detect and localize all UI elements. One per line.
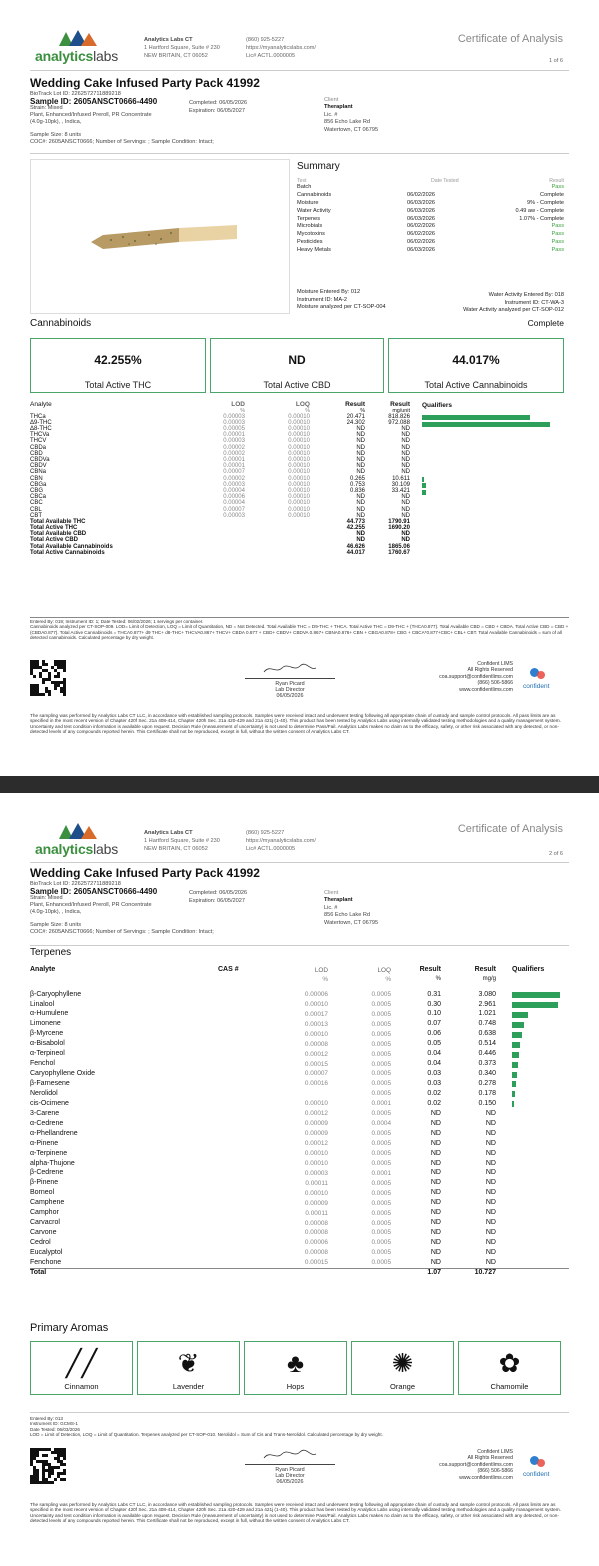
aroma-card: ✿ Chamomile bbox=[458, 1341, 561, 1395]
signature-scribble bbox=[260, 1448, 320, 1462]
table-row: Carvacrol 0.00008 0.0005 ND ND bbox=[30, 1219, 496, 1227]
table-row: Borneol 0.00010 0.0005 ND ND bbox=[30, 1189, 496, 1197]
summary-panel bbox=[297, 161, 564, 254]
terpene-table bbox=[30, 966, 569, 1278]
result-bar bbox=[512, 1072, 517, 1078]
table-row: alpha-Thujone 0.00010 0.0005 ND ND bbox=[30, 1159, 496, 1167]
summary-row: Cannabinoids 06/02/2026 Complete bbox=[297, 192, 564, 199]
table-row: THCV 0.00003 0.00010 ND ND bbox=[30, 438, 410, 445]
lab-contact-2: (860) 925-5227 https://myanalyticslabs.com/ Lic# ACTL.0000005 bbox=[246, 830, 316, 852]
result-bar bbox=[512, 1002, 558, 1008]
moisture-info: Moisture Entered By: 012 Instrument ID: MA-2 Moisture analyzed per CT-SOP-004 bbox=[297, 289, 386, 311]
product-meta-2: BioTrack Lot ID: 2262572711889218 Sample ID: 2605ANSCT0666-4490 Strain: Mixed Plant, Enhanced/Infused Preroll, PR Concentrate (4.0g-10pk), , Indica, Sample Size: 8 units COC#: 2605ANSCT0666; Number of Servings: ; Sample Condition: Intact; bbox=[30, 881, 214, 935]
result-bar bbox=[512, 1012, 528, 1018]
client-info: Client Theraplant Lic. # 856 Echo Lake Rd Watertown, CT 06795 bbox=[324, 97, 379, 133]
summary-row: Moisture 06/03/2026 9% - Complete bbox=[297, 200, 564, 206]
lab-address-2: Analytics Labs CT 1 Hartford Square, Suite # 230 NEW BRITAIN, CT 06052 bbox=[144, 830, 220, 852]
doc-title-2: Certificate of Analysis bbox=[457, 823, 563, 835]
product-title: Wedding Cake Infused Party Pack 41992 bbox=[30, 76, 260, 90]
summary-rows bbox=[297, 184, 564, 254]
total-row: Total Available CBD ND ND bbox=[30, 531, 410, 538]
result-bar bbox=[512, 1062, 518, 1068]
product-title-2: Wedding Cake Infused Party Pack 41992 bbox=[30, 866, 260, 880]
cannabinoid-notes: Entered By: 019; Instrument ID: 1; Date Tested: 06/02/2026; 1 servings per container. Cannabinoids analyzed per CT-SOP-009. LOD= Limit of Detection, LOQ = Limit of Quantitation, ND = Not Detected. Total Available THC = D9-THC + THCA. Total Active THC = D9-THC + (THCA0.877). Total Available CBD = CBD + CBDA. Total Active CBD = CBD +(CBDA0.877). Total Active Cannabinoids = THCA0.877+ d9 THC+ d8-THC+ THCVA0.867+ THCV+ CBDA 0.877 + CBD+ CBDV+ CBDVA 0.867+ CBNA0.876+ CBN + CBGA0.878+ CBG + CBCA*0.877+CBC+ CBL+ CBT. Total Available Cannabinoids = sum of all detected cannabinoids. Calculated percentage by dry weight. bbox=[30, 619, 569, 641]
result-bar bbox=[512, 1022, 524, 1028]
table-row: Caryophyllene Oxide 0.00007 0.0005 0.03 0.340 bbox=[30, 1070, 569, 1080]
water-activity-info: Water Activity Entered By: 018 Instrument ID: CT-WA-3 Water Activity analyzed per CT-SOP-012 bbox=[463, 292, 564, 314]
result-bar bbox=[512, 1091, 515, 1097]
coa-page-1 bbox=[0, 0, 599, 776]
logo-mountains-icon bbox=[57, 28, 101, 48]
table-row: 3-Carene 0.00012 0.0005 ND ND bbox=[30, 1109, 496, 1118]
cannabinoid-table bbox=[30, 402, 569, 557]
product-image bbox=[30, 159, 290, 314]
lab-address: Analytics Labs CT 1 Hartford Square, Suite # 230 NEW BRITAIN, CT 06052 bbox=[144, 37, 220, 59]
summary-row: Batch Pass bbox=[297, 184, 564, 191]
table-row: Camphene 0.00009 0.0005 ND ND bbox=[30, 1199, 496, 1207]
doc-title: Certificate of Analysis bbox=[457, 33, 563, 45]
table-units: % % % mg/unit bbox=[240, 407, 410, 414]
result-bar bbox=[512, 1101, 514, 1107]
total-thc-box: 42.255% Total Active THC bbox=[30, 338, 206, 393]
total-row: Total Active CBD ND ND bbox=[30, 537, 410, 544]
table-row: Nerolidol 0.0005 0.02 0.178 bbox=[30, 1089, 569, 1099]
table-row: β-Farnesene 0.00016 0.0005 0.03 0.278 bbox=[30, 1079, 569, 1089]
result-bar bbox=[512, 992, 560, 998]
table-row: CBGa 0.00003 0.00010 0.753 30.109 bbox=[30, 482, 569, 488]
lims-info: Confident LIMS All Rights Reserved coa.support@confidentlims.com (866) 506-5866 www.confidentlims.com bbox=[439, 661, 513, 693]
chamomile-icon: ✿ bbox=[498, 1348, 521, 1378]
aromas-title: Primary Aromas bbox=[30, 1322, 109, 1334]
result-bar bbox=[512, 1081, 516, 1087]
product-dates: Completed: 06/05/2026 Expiration: 06/05/2027 bbox=[189, 100, 248, 114]
lab-logo: analyticslabs bbox=[35, 28, 115, 66]
total-row: Total Available Cannabinoids 46.626 1865.06 bbox=[30, 543, 410, 550]
product-dates-2: Completed: 06/05/2026 Expiration: 06/05/2027 bbox=[189, 890, 248, 904]
table-row: Carvone 0.00008 0.0005 ND ND bbox=[30, 1229, 496, 1237]
table-row: Camphor 0.00011 0.0005 ND ND bbox=[30, 1209, 496, 1217]
total-cannabinoids-box: 44.017% Total Active Cannabinoids bbox=[388, 338, 564, 393]
signature-block-2: Ryan Picard Lab Director 06/05/2026 bbox=[245, 1448, 335, 1485]
table-row: cis-Ocimene 0.00010 0.0001 0.02 0.150 bbox=[30, 1099, 569, 1109]
product-meta: BioTrack Lot ID: 2262572711889218 Sample ID: 2605ANSCT0666-4490 Strain: Mixed Plant, Enhanced/Infused Preroll, PR Concentrate (4.0g-10pk), , Indica, Sample Size: 8 units COC#: 2605ANSCT0666; Number of Servings: ; Sample Condition: Intact; bbox=[30, 91, 214, 145]
client-info-2: Client Theraplant Lic. # 856 Echo Lake Rd Watertown, CT 06795 bbox=[324, 890, 379, 926]
table-row: α-Bisabolol 0.00008 0.0005 0.05 0.514 bbox=[30, 1040, 569, 1050]
disclaimer: The sampling was performed by Analytics Labs CT LLC, in accordance with established sampling protocols. Samples were received intact and underwent testing following all appropriate chain of custody and sample control protocols. All pass limits are as specified in the most recent version of Chapter 420f Sec. 21a 408-414, Chapter 420h Sec. 21a 420-429 and 21a 421j (1-40). This product has been tested by Analytics Labs using internally validated testing methodologies and a quality management system. Uncertainty and test condition information is available upon request. Decision Rule (measurement of uncertainty) is not used to determine Pass/Fail. Analytics Labs makes no claim as to the efficacy, safety, or other risk associated with any detected, or non-detected levels of any compounds reported herein. This Certificate shall not be reproduced, except in full, without the written consent of Analytics Labs CT. bbox=[30, 713, 561, 735]
orange-icon: ✺ bbox=[391, 1348, 414, 1378]
summary-row: Pesticides 06/02/2026 Pass bbox=[297, 238, 564, 245]
table-row: Cedrol 0.00006 0.0005 ND ND bbox=[30, 1239, 496, 1247]
aroma-card: ♣ Hops bbox=[244, 1341, 347, 1395]
table-row: THCa 0.00003 0.00010 20.471 818.826 bbox=[30, 414, 569, 420]
table-row: Fenchone 0.00015 0.0005 ND ND bbox=[30, 1258, 496, 1267]
aroma-card: ❦ Lavender bbox=[137, 1341, 240, 1395]
lab-logo-2: analyticslabs bbox=[35, 821, 115, 859]
table-row: β-Caryophyllene 0.00006 0.0005 0.31 3.080 bbox=[30, 990, 569, 1000]
cinnamon-icon: ╱╱ bbox=[65, 1348, 98, 1378]
table-row: Δ9-THC 0.00003 0.00010 24.302 972.088 bbox=[30, 421, 569, 427]
lavender-icon: ❦ bbox=[177, 1348, 200, 1378]
preroll-image bbox=[31, 160, 289, 313]
table-row: CBNa 0.00007 0.00010 ND ND bbox=[30, 469, 410, 476]
qr-code-2[interactable] bbox=[30, 1448, 66, 1484]
logo-mountains-icon bbox=[57, 821, 101, 841]
table-row: β-Cedrene 0.00003 0.0001 ND ND bbox=[30, 1169, 496, 1177]
summary-row: Microbials 06/02/2026 Pass bbox=[297, 223, 564, 230]
aroma-card: ╱╱ Cinnamon bbox=[30, 1341, 133, 1395]
signature-scribble bbox=[260, 662, 320, 676]
total-row: Total Active THC 42.255 1690.20 bbox=[30, 525, 410, 532]
confident-logo: confident bbox=[523, 683, 550, 690]
result-bar bbox=[512, 1032, 522, 1038]
page-number: 1 of 6 bbox=[549, 58, 563, 64]
table-row: α-Terpinene 0.00010 0.0005 ND ND bbox=[30, 1149, 496, 1157]
total-row: Total 1.07 10.727 bbox=[30, 1268, 569, 1278]
table-header: Analyte LOD LOQ Result Result Qualifiers bbox=[30, 401, 452, 409]
lims-info-2: Confident LIMS All Rights Reserved coa.support@confidentlims.com (866) 506-5866 www.confidentlims.com bbox=[439, 1449, 513, 1481]
table-row: CBG 0.00004 0.00010 0.836 33.421 bbox=[30, 489, 569, 495]
table-units: % % % mg/g bbox=[322, 975, 496, 983]
terpene-notes: Entered By: 013 Instrument ID: GCMS-1 Date Tested: 06/03/2026 LOD = Limit of Detection, LOQ = Limit of Quantitation. Terpenes analyzed per CT-SOP-010. Nerolidol = Sum of Cis and Trans-Nerolidol. Calculated percentage by dry weight. bbox=[30, 1416, 383, 1438]
complete-status: Complete bbox=[527, 318, 564, 328]
result-bar bbox=[512, 1052, 519, 1058]
signature-block: Ryan Picard Lab Director 06/05/2026 bbox=[245, 662, 335, 699]
summary-row: Mycotoxins 06/02/2026 Pass bbox=[297, 231, 564, 238]
table-row: CBC 0.00004 0.00010 ND ND bbox=[30, 500, 410, 507]
terpenes-title: Terpenes bbox=[30, 947, 72, 958]
table-row: CBDa 0.00002 0.00010 ND ND bbox=[30, 444, 410, 451]
disclaimer-2: The sampling was performed by Analytics Labs CT LLC, in accordance with established sampling protocols. Samples were received intact and underwent testing following all appropriate chain of custody and sample control protocols. All pass limits are as specified in the most recent version of Chapter 420f Sec. 21a 408-414, Chapter 420h Sec. 21a 420-429 and 21a 421j (1-40). This product has been tested by Analytics Labs using internally validated testing methodologies and a quality management system. Uncertainty and test condition information is available upon request. Decision Rule (measurement of uncertainty) is not used to determine Pass/Fail. Analytics Labs makes no claim as to the efficacy, safety, or other risk associated with any detected, or non-detected levels of any compounds reported herein. This Certificate shall not be reproduced, except in full, without the written consent of Analytics Labs CT. bbox=[30, 1502, 561, 1524]
aroma-card: ✺ Orange bbox=[351, 1341, 454, 1395]
table-row: β-Myrcene 0.00010 0.0005 0.06 0.638 bbox=[30, 1030, 569, 1040]
total-row: Total Available THC 44.773 1790.91 bbox=[30, 518, 410, 525]
cannabinoids-title: Cannabinoids bbox=[30, 318, 92, 329]
table-row: α-Humulene 0.00017 0.0005 0.10 1.021 bbox=[30, 1010, 569, 1020]
table-row: CBD 0.00002 0.00010 ND ND bbox=[30, 450, 410, 457]
table-row: THCVa 0.00001 0.00010 ND ND bbox=[30, 432, 410, 439]
table-row: CBCa 0.00006 0.00010 ND ND bbox=[30, 494, 410, 501]
table-row: α-Cedrene 0.00009 0.0004 ND ND bbox=[30, 1119, 496, 1128]
total-cbd-box: ND Total Active CBD bbox=[210, 338, 384, 393]
result-bar bbox=[512, 1042, 520, 1048]
table-row: Fenchol 0.00015 0.0005 0.04 0.373 bbox=[30, 1060, 569, 1070]
table-row: α-Terpineol 0.00012 0.0005 0.04 0.446 bbox=[30, 1050, 569, 1060]
qr-code[interactable] bbox=[30, 660, 66, 696]
summary-header: Test Date Tested Result bbox=[297, 177, 564, 184]
table-row: Limonene 0.00013 0.0005 0.07 0.748 bbox=[30, 1020, 569, 1030]
confident-logo-2: confident bbox=[523, 1471, 550, 1478]
table-row: CBL 0.00007 0.00010 ND ND bbox=[30, 506, 410, 513]
table-row: Δ8-THC 0.00005 0.00010 ND ND bbox=[30, 426, 410, 433]
summary-title: Summary bbox=[297, 161, 340, 172]
table-row: CBN 0.00002 0.00010 0.265 10.611 bbox=[30, 476, 569, 482]
summary-row: Heavy Metals 06/03/2026 Pass bbox=[297, 246, 564, 253]
table-row: CBDVa 0.00001 0.00010 ND ND bbox=[30, 457, 410, 464]
summary-row: Water Activity 06/03/2026 0.49 aw - Complete bbox=[297, 207, 564, 214]
table-row: β-Pinene 0.00011 0.0005 ND ND bbox=[30, 1179, 496, 1187]
table-row: CBT 0.00003 0.00010 ND ND bbox=[30, 512, 410, 519]
summary-row: Terpenes 06/03/2026 1.07% - Complete bbox=[297, 215, 564, 222]
table-row: Linalool 0.00010 0.0005 0.30 2.961 bbox=[30, 1000, 569, 1010]
table-row: Eucalyptol 0.00008 0.0005 ND ND bbox=[30, 1248, 496, 1257]
table-row: α-Phellandrene 0.00009 0.0005 ND ND bbox=[30, 1129, 496, 1138]
page-number-2: 2 of 6 bbox=[549, 851, 563, 857]
lab-contact: (860) 925-5227 https://myanalyticslabs.com/ Lic# ACTL.0000005 bbox=[246, 37, 316, 59]
page-separator bbox=[0, 776, 599, 793]
hops-icon: ♣ bbox=[286, 1348, 305, 1378]
table-header: Analyte CAS # LOD LOQ Result Result Qualifiers bbox=[30, 966, 545, 974]
table-row: α-Pinene 0.00012 0.0005 ND ND bbox=[30, 1139, 496, 1148]
table-row: CBDV 0.00001 0.00010 ND ND bbox=[30, 463, 410, 470]
total-row: Total Active Cannabinoids 44.017 1760.67 bbox=[30, 549, 410, 556]
